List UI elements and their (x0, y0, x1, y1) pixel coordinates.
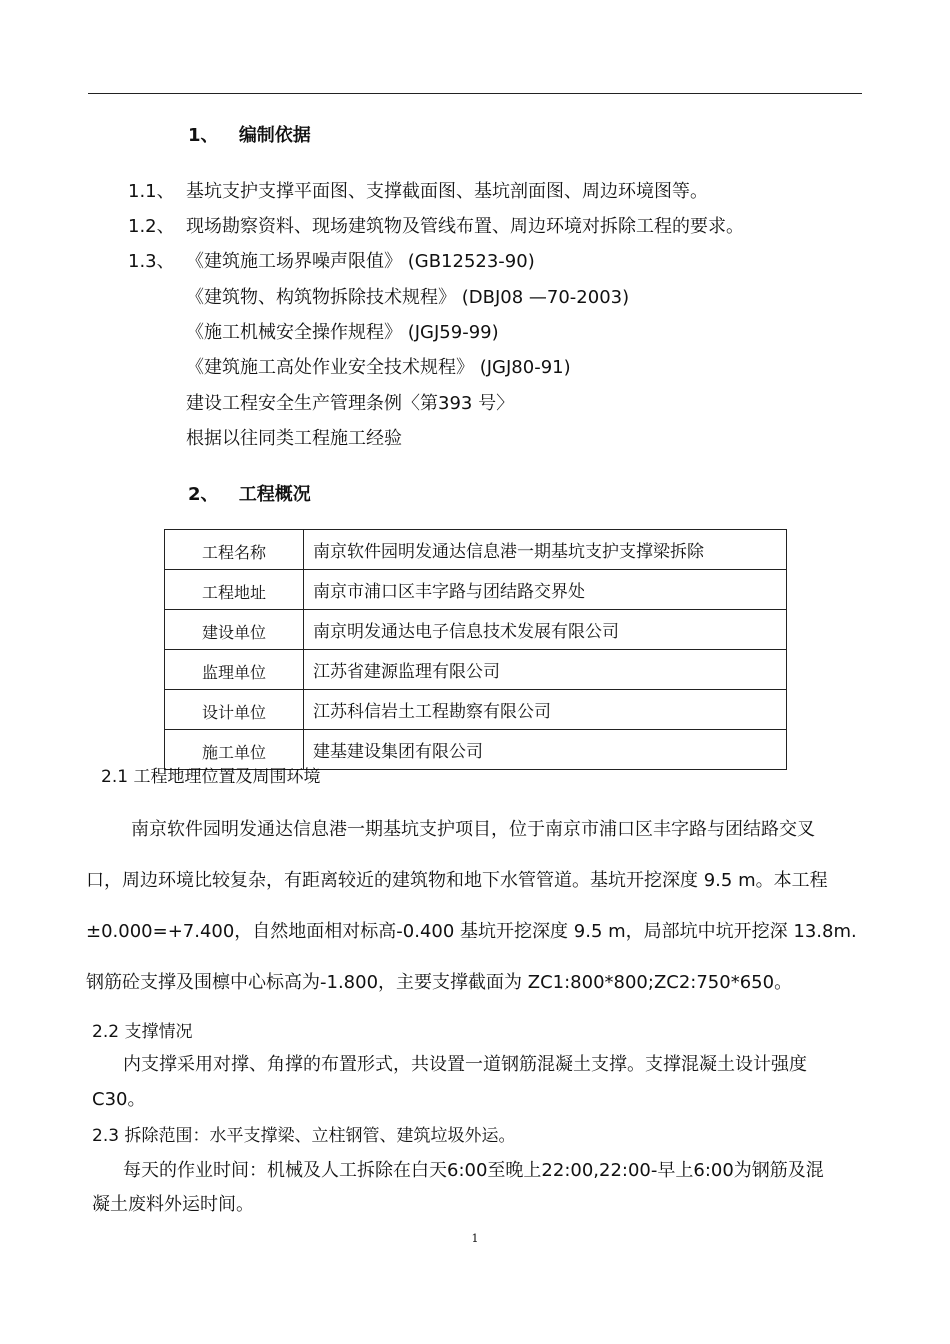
paragraph-line: 内支撑采用对撑、角撑的布置形式，共设置一道钢筋混凝土支撑。支撑混凝土设计强度 (123, 1054, 807, 1075)
table-value: 南京市浦口区丰字路与团结路交界处 (304, 570, 787, 610)
item-text: 现场勘察资料、现场建筑物及管线布置、周边环境对拆除工程的要求。 (186, 216, 744, 237)
subsection-2-3-title: 2.3 拆除范围：水平支撑梁、立柱钢管、建筑垃圾外运。 (92, 1126, 516, 1146)
table-row (165, 610, 787, 650)
table-value: 江苏科信岩土工程勘察有限公司 (304, 690, 787, 730)
table-label: 建设单位 (165, 610, 304, 650)
paragraph-line: 南京软件园明发通达信息港一期基坑支护项目，位于南京市浦口区丰字路与团结路交叉 (131, 819, 815, 840)
section2-heading-text: 工程概况 (238, 484, 311, 505)
section1-heading (188, 121, 311, 147)
section2-heading-num: 2、 (188, 484, 219, 505)
table-value: 南京明发通达电子信息技术发展有限公司 (304, 610, 787, 650)
item-number: 1.3、 (128, 251, 175, 272)
table-label: 施工单位 (165, 730, 304, 770)
table-value: 南京软件园明发通达信息港一期基坑支护支撑梁拆除 (304, 530, 787, 570)
item-text: 《建筑施工场界噪声限值》 (GB12523-90) (186, 251, 535, 272)
reference-item: 《建筑物、构筑物拆除技术规程》 (DBJ08 —70-2003) (186, 287, 630, 308)
paragraph-line: 凝土废料外运时间。 (92, 1194, 254, 1215)
item-number: 1.2、 (128, 216, 175, 237)
paragraph-line: C30。 (92, 1089, 146, 1110)
item-text: 基坑支护支撑平面图、支撑截面图、基坑剖面图、周边环境图等。 (186, 181, 708, 202)
list-item (128, 212, 744, 238)
list-item (128, 247, 535, 273)
reference-item: 建设工程安全生产管理条例〈第393 号〉 (186, 393, 515, 414)
table-label: 工程地址 (165, 570, 304, 610)
subsection-2-1-title: 2.1 工程地理位置及周围环境 (101, 767, 321, 787)
paragraph-line: 每天的作业时间：机械及人工拆除在白天6:00至晚上22:00,22:00-早上6:00为钢筋及混 (123, 1160, 824, 1181)
table-row (165, 690, 787, 730)
section1-heading-text: 编制依据 (238, 125, 311, 146)
table-label: 设计单位 (165, 690, 304, 730)
page-number: 1 (471, 1232, 479, 1245)
reference-item: 《建筑施工高处作业安全技术规程》 (JGJ80-91) (186, 357, 571, 378)
paragraph-line: ±0.000=+7.400，自然地面相对标高-0.400 基坑开挖深度 9.5 m，局部坑中坑开挖深 13.8m. (86, 921, 857, 942)
reference-item: 根据以往同类工程施工经验 (186, 428, 402, 449)
section2-heading (188, 480, 311, 506)
table-row (165, 570, 787, 610)
subsection-2-2-title: 2.2 支撑情况 (92, 1022, 193, 1042)
reference-item: 《施工机械安全操作规程》 (JGJ59-99) (186, 322, 499, 343)
table-label: 工程名称 (165, 530, 304, 570)
table-label: 监理单位 (165, 650, 304, 690)
section1-heading-num: 1、 (188, 125, 219, 146)
table-value: 建基建设集团有限公司 (304, 730, 787, 770)
table-row (165, 650, 787, 690)
table-row (165, 530, 787, 570)
paragraph-line: 口，周边环境比较复杂，有距离较近的建筑物和地下水管管道。基坑开挖深度 9.5 m。本工程 (86, 870, 828, 891)
item-number: 1.1、 (128, 181, 175, 202)
list-item (128, 177, 708, 203)
header-rule (88, 93, 862, 94)
project-overview-table (164, 529, 787, 770)
table-value: 江苏省建源监理有限公司 (304, 650, 787, 690)
paragraph-line: 钢筋砼支撑及围檩中心标高为-1.800，主要支撑截面为 ZC1:800*800;ZC2:750*650。 (86, 972, 793, 993)
